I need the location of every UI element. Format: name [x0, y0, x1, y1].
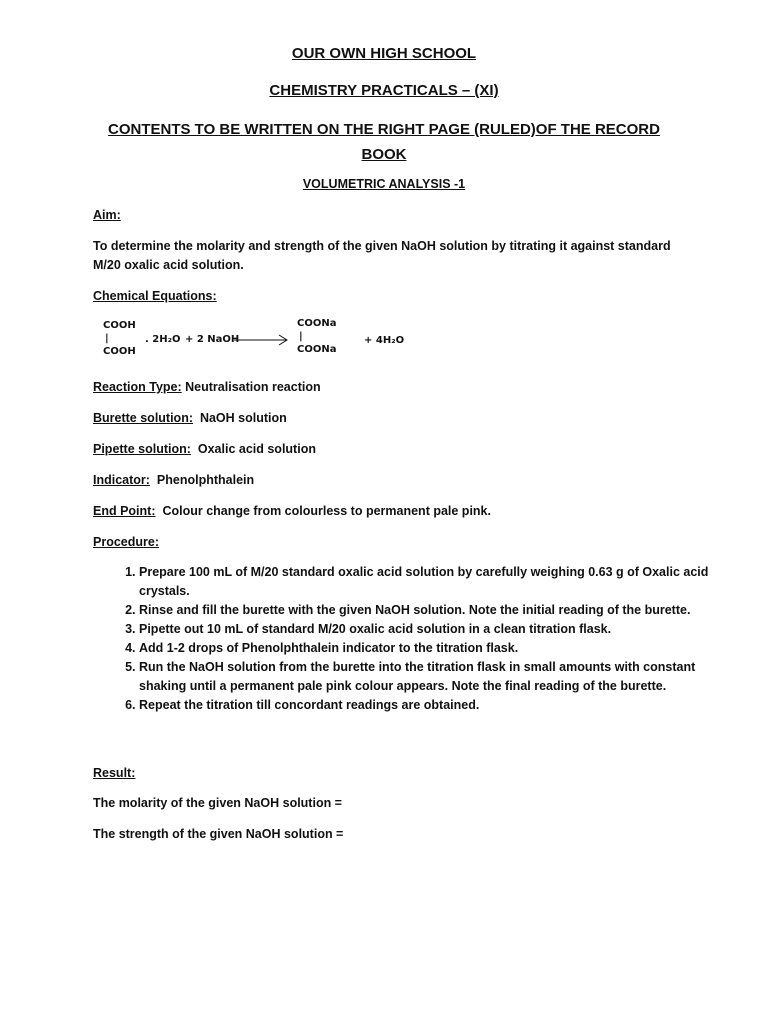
reaction-type-label: Reaction Type: — [93, 380, 182, 394]
burette-row — [93, 409, 683, 428]
water-product: + 4H₂O — [364, 335, 405, 346]
naoh-reactant: + 2 NaOH — [185, 334, 240, 345]
reactant-bond: | — [105, 333, 109, 344]
result-molarity: The molarity of the given NaOH solution = — [93, 796, 342, 810]
aim-text: To determine the molarity and strength of the given NaOH solution by titrating it against standard M/20 oxalic acid solution. — [93, 239, 671, 272]
result-label-row — [93, 764, 683, 783]
end-point-row — [93, 502, 683, 521]
experiment-title: VOLUMETRIC ANALYSIS -1 — [302, 177, 466, 191]
pipette-value: Oxalic acid solution — [197, 442, 316, 456]
equations-label-row — [93, 287, 683, 306]
water-of-crystallisation: . 2H₂O — [145, 334, 181, 345]
product-bottom: COONa — [297, 344, 337, 355]
procedure-step: 3. Pipette out 10 mL of standard M/20 oxalic acid solution in a clean titration flask. — [139, 620, 719, 639]
school-title: OUR OWN HIGH SCHOOL — [291, 45, 477, 62]
chemical-equation — [93, 318, 433, 364]
procedure-step: 1. Prepare 100 mL of M/20 standard oxalic acid solution by carefully weighing 0.63 g of Oxalic acid crystals. — [139, 563, 719, 601]
aim-label: Aim: — [93, 208, 121, 222]
result-strength: The strength of the given NaOH solution = — [93, 827, 344, 841]
pipette-row — [93, 440, 683, 459]
procedure-list — [93, 563, 719, 715]
burette-value: NaOH solution — [199, 411, 287, 425]
procedure-step: 6. Repeat the titration till concordant readings are obtained. — [139, 696, 719, 715]
procedure-step: 5. Run the NaOH solution from the burette into the titration flask in small amounts with constant shaking until a permanent pale pink colour appears. Note the final reading of the burette. — [139, 658, 719, 696]
instruction-heading: CONTENTS TO BE WRITTEN ON THE RIGHT PAGE (RULED)OF THE RECORD BOOK — [108, 121, 660, 163]
reaction-arrow-icon — [234, 334, 290, 346]
pipette-label: Pipette solution: — [93, 442, 191, 456]
reactant-bottom: COOH — [103, 346, 136, 357]
product-bond: | — [299, 331, 303, 342]
reaction-type-row — [93, 378, 683, 397]
procedure-label: Procedure: — [93, 535, 159, 549]
procedure-step: 2. Rinse and fill the burette with the given NaOH solution. Note the initial reading of the burette. — [139, 601, 719, 620]
result-label: Result: — [93, 766, 136, 780]
equations-label: Chemical Equations: — [93, 289, 217, 303]
procedure-step: 4. Add 1-2 drops of Phenolphthalein indicator to the titration flask. — [139, 639, 719, 658]
reaction-type-value: Neutralisation reaction — [185, 380, 321, 394]
burette-label: Burette solution: — [93, 411, 193, 425]
end-point-label: End Point: — [93, 504, 156, 518]
indicator-row — [93, 471, 683, 490]
indicator-value: Phenolphthalein — [156, 473, 255, 487]
indicator-label: Indicator: — [93, 473, 150, 487]
subject-title: CHEMISTRY PRACTICALS – (XI) — [269, 82, 499, 99]
reactant-top: COOH — [103, 320, 136, 331]
aim-label-row — [93, 206, 683, 225]
end-point-value: Colour change from colourless to permanent pale pink. — [162, 504, 491, 518]
procedure-label-row — [93, 533, 683, 552]
product-top: COONa — [297, 318, 337, 329]
